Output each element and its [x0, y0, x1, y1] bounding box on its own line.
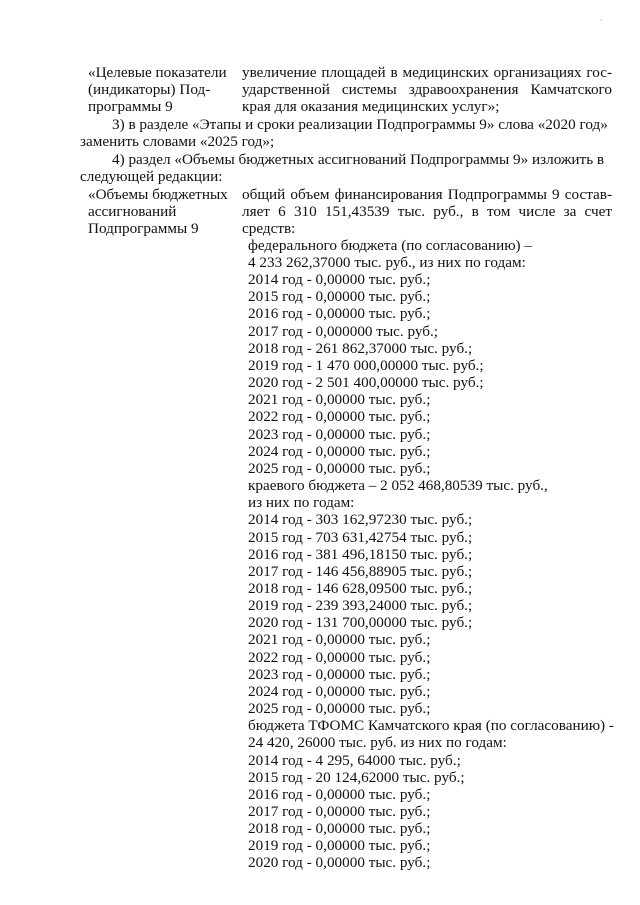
tfoms-year-2015: 2015 год - 20 124,62000 тыс. руб.; [248, 768, 465, 786]
federal-year-2014: 2014 год - 0,00000 тыс. руб.; [248, 271, 431, 289]
federal-year-2018: 2018 год - 261 862,37000 тыс. руб.; [248, 339, 473, 357]
tfoms-header: бюджета ТФОМС Камчатского края (по согласованию) - [248, 717, 614, 735]
federal-year-2015: 2015 год - 0,00000 тыс. руб.; [248, 288, 431, 306]
tfoms-year-2020: 2020 год - 0,00000 тыс. руб.; [248, 854, 431, 872]
regional-year-2017: 2017 год - 146 456,88905 тыс. руб.; [248, 562, 473, 580]
row1-right-line-1: увеличение площадей в медицинских организациях гос- [242, 64, 612, 81]
regional-year-2014: 2014 год - 303 162,97230 тыс. руб.; [248, 511, 473, 529]
row2-left-line-1: «Объемы бюджетных [88, 186, 228, 203]
federal-year-2016: 2016 год - 0,00000 тыс. руб.; [248, 305, 431, 323]
regional-year-2024: 2024 год - 0,00000 тыс. руб.; [248, 682, 431, 700]
regional-year-2016: 2016 год - 381 496,18150 тыс. руб.; [248, 545, 473, 563]
corner-mark: · [600, 16, 603, 25]
federal-header: федерального бюджета (по согласованию) – [248, 237, 532, 254]
row2-intro-line-2: ляет 6 310 151,43539 тыс. руб., в том числе за счет [242, 203, 612, 220]
row1-right-line-3: края для оказания медицинских услуг»; [242, 98, 500, 115]
tfoms-year-2017: 2017 год - 0,00000 тыс. руб.; [248, 803, 431, 820]
federal-year-2022: 2022 год - 0,00000 тыс. руб.; [248, 408, 431, 426]
regional-year-2023: 2023 год - 0,00000 тыс. руб.; [248, 665, 431, 683]
tfoms-year-2018: 2018 год - 0,00000 тыс. руб.; [248, 820, 431, 838]
row2-left-line-2: ассигнований [88, 203, 177, 220]
item3-line-2: заменить словами «2025 год»; [80, 133, 275, 150]
regional-header: краевого бюджета – 2 052 468,80539 тыс. руб., [248, 477, 548, 495]
item3-line-1: 3) в разделе «Этапы и сроки реализации Подпрограммы 9» слова «2020 год» [112, 116, 608, 133]
federal-year-2025: 2025 год - 0,00000 тыс. руб.; [248, 459, 431, 477]
regional-year-2020: 2020 год - 131 700,00000 тыс. руб.; [248, 614, 473, 632]
row2-intro-line-1: общий объем финансирования Подпрограммы 9 состав- [242, 186, 612, 203]
financing-list [248, 254, 628, 872]
regional-sub: из них по годам: [248, 494, 355, 512]
federal-year-2017: 2017 год - 0,000000 тыс. руб.; [248, 322, 439, 340]
regional-year-2015: 2015 год - 703 631,42754 тыс. руб.; [248, 528, 473, 546]
row2-intro-line-3: средств: [242, 220, 296, 237]
federal-year-2019: 2019 год - 1 470 000,00000 тыс. руб.; [248, 356, 484, 374]
row1-right-line-2: ударственной системы здравоохранения Камчатского [242, 81, 612, 98]
regional-year-2022: 2022 год - 0,00000 тыс. руб.; [248, 648, 431, 666]
federal-year-2021: 2021 год - 0,00000 тыс. руб.; [248, 391, 431, 409]
tfoms-year-2019: 2019 год - 0,00000 тыс. руб.; [248, 837, 431, 855]
regional-year-2018: 2018 год - 146 628,09500 тыс. руб.; [248, 579, 473, 597]
tfoms-year-2016: 2016 год - 0,00000 тыс. руб.; [248, 785, 431, 803]
row1-left-line-2: (индикаторы) Под- [88, 81, 211, 98]
regional-year-2021: 2021 год - 0,00000 тыс. руб.; [248, 631, 431, 649]
regional-year-2025: 2025 год - 0,00000 тыс. руб.; [248, 700, 431, 718]
federal-total: 4 233 262,37000 тыс. руб., из них по годам: [248, 254, 526, 271]
federal-year-2020: 2020 год - 2 501 400,00000 тыс. руб.; [248, 374, 484, 392]
row1-left-line-3: программы 9 [88, 98, 173, 115]
tfoms-year-2014: 2014 год - 4 295, 64000 тыс. руб.; [248, 751, 461, 769]
federal-year-2024: 2024 год - 0,00000 тыс. руб.; [248, 442, 431, 460]
tfoms-total: 24 420, 26000 тыс. руб. из них по годам: [248, 734, 507, 752]
regional-year-2019: 2019 год - 239 393,24000 тыс. руб.; [248, 597, 473, 615]
item4-line-1: 4) раздел «Объемы бюджетных ассигнований Подпрограммы 9» изложить в [112, 151, 605, 168]
row2-left-line-3: Подпрограммы 9 [88, 220, 199, 237]
row1-left-line-1: «Целевые показатели [88, 64, 227, 81]
federal-year-2023: 2023 год - 0,00000 тыс. руб.; [248, 425, 431, 443]
item4-line-2: следующей редакции: [80, 168, 223, 185]
